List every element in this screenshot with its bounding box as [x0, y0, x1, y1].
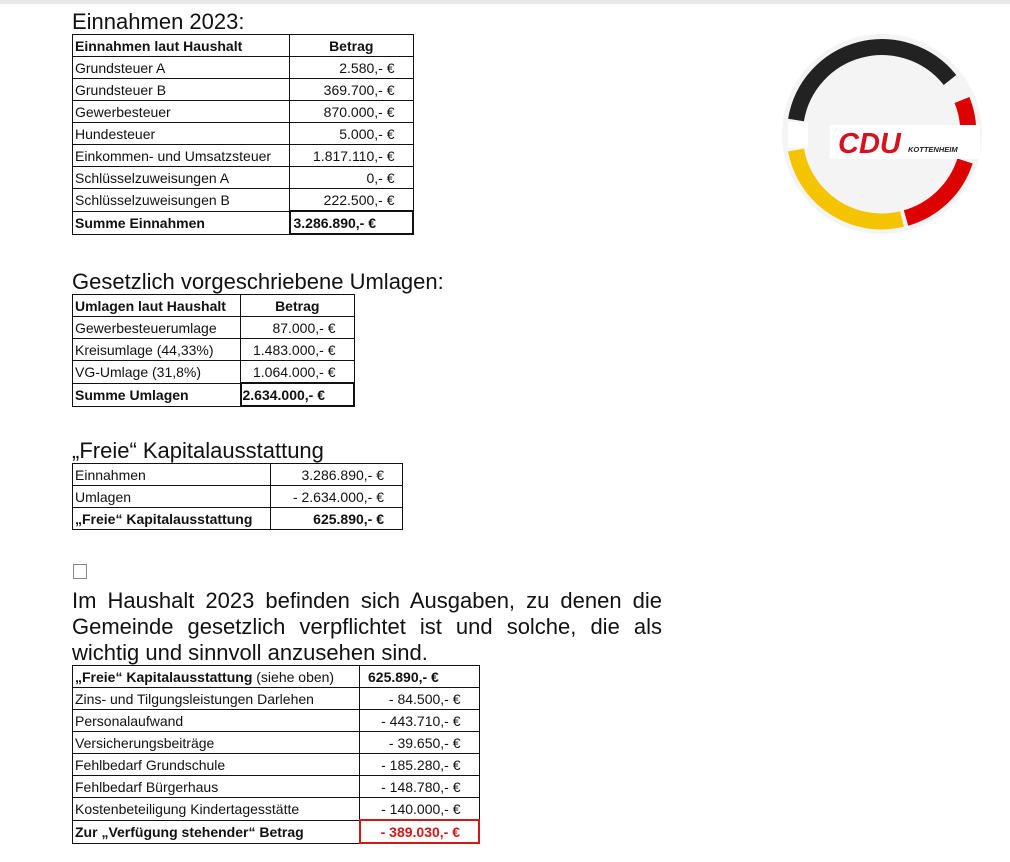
cell-label: Personalaufwand — [73, 710, 360, 732]
cell-label: Zins- und Tilgungsleistungen Darlehen — [73, 688, 360, 710]
income-table — [72, 34, 414, 235]
column-header: Betrag — [241, 295, 355, 317]
table-row — [73, 710, 480, 732]
column-header: Betrag — [290, 35, 414, 57]
free-capital-label: „Freie“ Kapitalausstattung — [75, 668, 253, 685]
intro-paragraph: Im Haushalt 2023 befinden sich Ausgaben, zu denen die Gemeinde gesetzlich verpflichtet ist und solche, die als wichtig und sinnvoll anzusehen sind. — [72, 588, 662, 665]
table-row — [73, 101, 414, 123]
cell-value: 625.890,- € — [360, 666, 480, 688]
cdu-logo — [782, 34, 982, 234]
cell-value: 1.817.110,- € — [290, 145, 414, 167]
table-row — [73, 79, 414, 101]
table-row — [73, 145, 414, 167]
cell-value: 1.483.000,- € — [241, 339, 355, 361]
cdu-logo-ring — [782, 34, 982, 234]
total-label: Summe Umlagen — [73, 383, 241, 406]
levies-table — [72, 294, 355, 407]
total-value: 2.634.000,- € — [241, 383, 355, 406]
see-above-note: (siehe oben) — [256, 668, 335, 685]
table-row — [73, 666, 480, 688]
expenses-table — [72, 665, 480, 844]
total-value: - 389.030,- € — [360, 820, 480, 843]
cell-label: Grundsteuer B — [73, 79, 290, 101]
cell-value: 0,- € — [290, 167, 414, 189]
total-label: Summe Einnahmen — [73, 211, 290, 234]
logo-subtitle: KOTTENHEIM — [908, 145, 958, 154]
total-row — [73, 383, 355, 406]
cell-label: Kostenbeteiligung Kindertagesstätte — [73, 798, 360, 821]
cell-label: Gewerbesteuer — [73, 101, 290, 123]
cell-label: Einnahmen — [73, 464, 271, 486]
cell-value: 5.000,- € — [290, 123, 414, 145]
cell-value: - 185.280,- € — [360, 754, 480, 776]
column-header: Umlagen laut Haushalt — [73, 295, 241, 317]
capital-heading: „Freie“ Kapitalausstattung — [72, 438, 324, 463]
cell-label: Hundesteuer — [73, 123, 290, 145]
cell-label: Gewerbesteuerumlage — [73, 317, 241, 339]
table-row — [73, 361, 355, 384]
cell-label — [73, 666, 360, 688]
cell-value: - 2.634.000,- € — [271, 486, 403, 508]
table-row — [73, 798, 480, 821]
column-header: Einnahmen laut Haushalt — [73, 35, 290, 57]
total-row — [73, 508, 403, 530]
table-row — [73, 317, 355, 339]
table-row — [73, 688, 480, 710]
logo-brand: CDU — [838, 128, 901, 160]
cell-value: - 39.650,- € — [360, 732, 480, 754]
table-row — [73, 57, 414, 79]
total-row — [73, 820, 480, 843]
table-row — [73, 189, 414, 212]
table-row — [73, 732, 480, 754]
cell-value: - 443.710,- € — [360, 710, 480, 732]
cell-value: 222.500,- € — [290, 189, 414, 212]
table-row — [73, 486, 403, 508]
cell-label: Schlüsselzuweisungen B — [73, 189, 290, 212]
cell-value: 87.000,- € — [241, 317, 355, 339]
cell-value: - 140.000,- € — [360, 798, 480, 821]
levies-heading: Gesetzlich vorgeschriebene Umlagen: — [72, 269, 444, 294]
cell-value: 2.580,- € — [290, 57, 414, 79]
cell-value: 3.286.890,- € — [271, 464, 403, 486]
cell-value: 870.000,- € — [290, 101, 414, 123]
cell-label: Schlüsselzuweisungen A — [73, 167, 290, 189]
cell-value: - 148.780,- € — [360, 776, 480, 798]
cell-value: - 84.500,- € — [360, 688, 480, 710]
table-row — [73, 123, 414, 145]
table-row — [73, 776, 480, 798]
checkbox[interactable] — [73, 564, 87, 579]
income-heading: Einnahmen 2023: — [72, 9, 245, 34]
table-row — [73, 464, 403, 486]
cell-label: Versicherungsbeiträge — [73, 732, 360, 754]
table-row — [73, 754, 480, 776]
cell-value: 369.700,- € — [290, 79, 414, 101]
total-label: Zur „Verfügung stehender“ Betrag — [73, 820, 360, 843]
total-label: „Freie“ Kapitalausstattung — [73, 508, 271, 530]
table-header-row — [73, 35, 414, 57]
cell-value: 1.064.000,- € — [241, 361, 355, 384]
total-value: 3.286.890,- € — [290, 211, 414, 234]
cell-label: Grundsteuer A — [73, 57, 290, 79]
cell-label: Kreisumlage (44,33%) — [73, 339, 241, 361]
cell-label: Fehlbedarf Bürgerhaus — [73, 776, 360, 798]
total-value: 625.890,- € — [271, 508, 403, 530]
table-row — [73, 167, 414, 189]
total-row — [73, 211, 414, 234]
capital-table — [72, 463, 403, 530]
cell-label: VG-Umlage (31,8%) — [73, 361, 241, 384]
table-row — [73, 339, 355, 361]
cell-label: Umlagen — [73, 486, 271, 508]
top-bar — [0, 0, 1010, 4]
cell-label: Einkommen- und Umsatzsteuer — [73, 145, 290, 167]
cell-label: Fehlbedarf Grundschule — [73, 754, 360, 776]
table-header-row — [73, 295, 355, 317]
